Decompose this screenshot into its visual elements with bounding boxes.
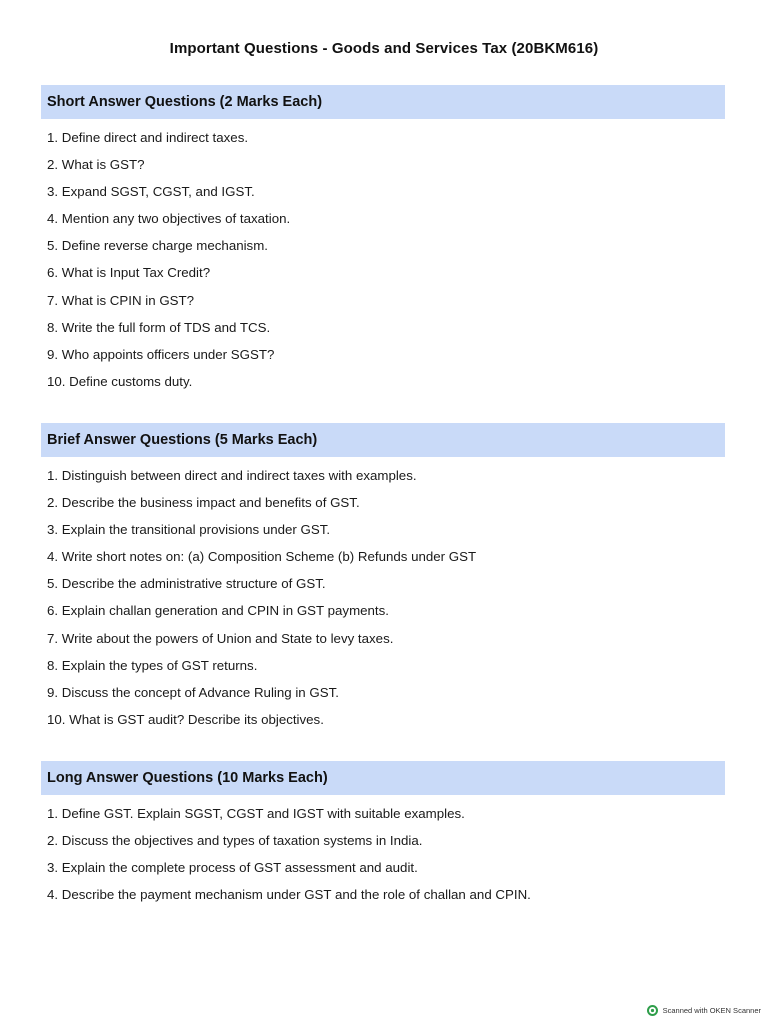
section-header	[41, 761, 725, 795]
question-item: 9. Who appoints officers under SGST?	[47, 346, 275, 362]
question-item: 3. Expand SGST, CGST, and IGST.	[47, 184, 255, 200]
question-item: 10. What is GST audit? Describe its objectives.	[47, 711, 324, 727]
section-title: Short Answer Questions (2 Marks Each)	[47, 94, 323, 110]
section-long-answer	[0, 761, 768, 914]
question-item: 3. Explain the transitional provisions under GST.	[47, 522, 331, 538]
scanner-stamp	[647, 1005, 761, 1016]
section-short-answer	[0, 85, 768, 401]
question-item: 4. Mention any two objectives of taxation.	[47, 211, 291, 227]
question-item: 9. Discuss the concept of Advance Ruling in GST.	[47, 684, 339, 700]
question-item: 1. Define direct and indirect taxes.	[47, 130, 249, 145]
section-header	[41, 423, 725, 457]
question-item: 6. Explain challan generation and CPIN in GST payments.	[47, 603, 389, 619]
section-title: Brief Answer Questions (5 Marks Each)	[47, 432, 318, 448]
question-item: 5. Define reverse charge mechanism.	[47, 238, 268, 254]
question-item: 8. Explain the types of GST returns.	[47, 657, 258, 673]
question-item: 7. Write about the powers of Union and State to levy taxes.	[47, 630, 394, 646]
question-item: 2. Describe the business impact and benefits of GST.	[47, 495, 360, 511]
question-item: 10. Define customs duty.	[47, 373, 193, 389]
question-item: 6. What is Input Tax Credit?	[47, 265, 211, 281]
question-list	[0, 468, 768, 739]
page-title: Important Questions - Goods and Services Tax (20BKM616)	[169, 40, 599, 57]
question-item: 4. Describe the payment mechanism under GST and the role of challan and CPIN.	[47, 887, 531, 903]
question-list	[0, 806, 768, 914]
question-item: 1. Distinguish between direct and indirect taxes with examples.	[47, 468, 417, 483]
question-item: 8. Write the full form of TDS and TCS.	[47, 319, 271, 335]
question-item: 7. What is CPIN in GST?	[47, 292, 195, 308]
section-brief-answer	[0, 423, 768, 739]
question-item: 5. Describe the administrative structure of GST.	[47, 576, 326, 592]
question-item: 1. Define GST. Explain SGST, CGST and IGST with suitable examples.	[47, 806, 465, 821]
scanner-logo-icon	[647, 1005, 658, 1016]
section-title: Long Answer Questions (10 Marks Each)	[47, 770, 328, 786]
question-item: 4. Write short notes on: (a) Composition Scheme (b) Refunds under GST	[47, 549, 477, 565]
question-item: 3. Explain the complete process of GST assessment and audit.	[47, 860, 418, 876]
question-item: 2. What is GST?	[47, 157, 145, 173]
scanner-stamp-text: Scanned with OKEN Scanner	[662, 1006, 761, 1015]
question-item: 2. Discuss the objectives and types of taxation systems in India.	[47, 833, 423, 849]
section-header	[41, 85, 725, 119]
question-list	[0, 130, 768, 401]
